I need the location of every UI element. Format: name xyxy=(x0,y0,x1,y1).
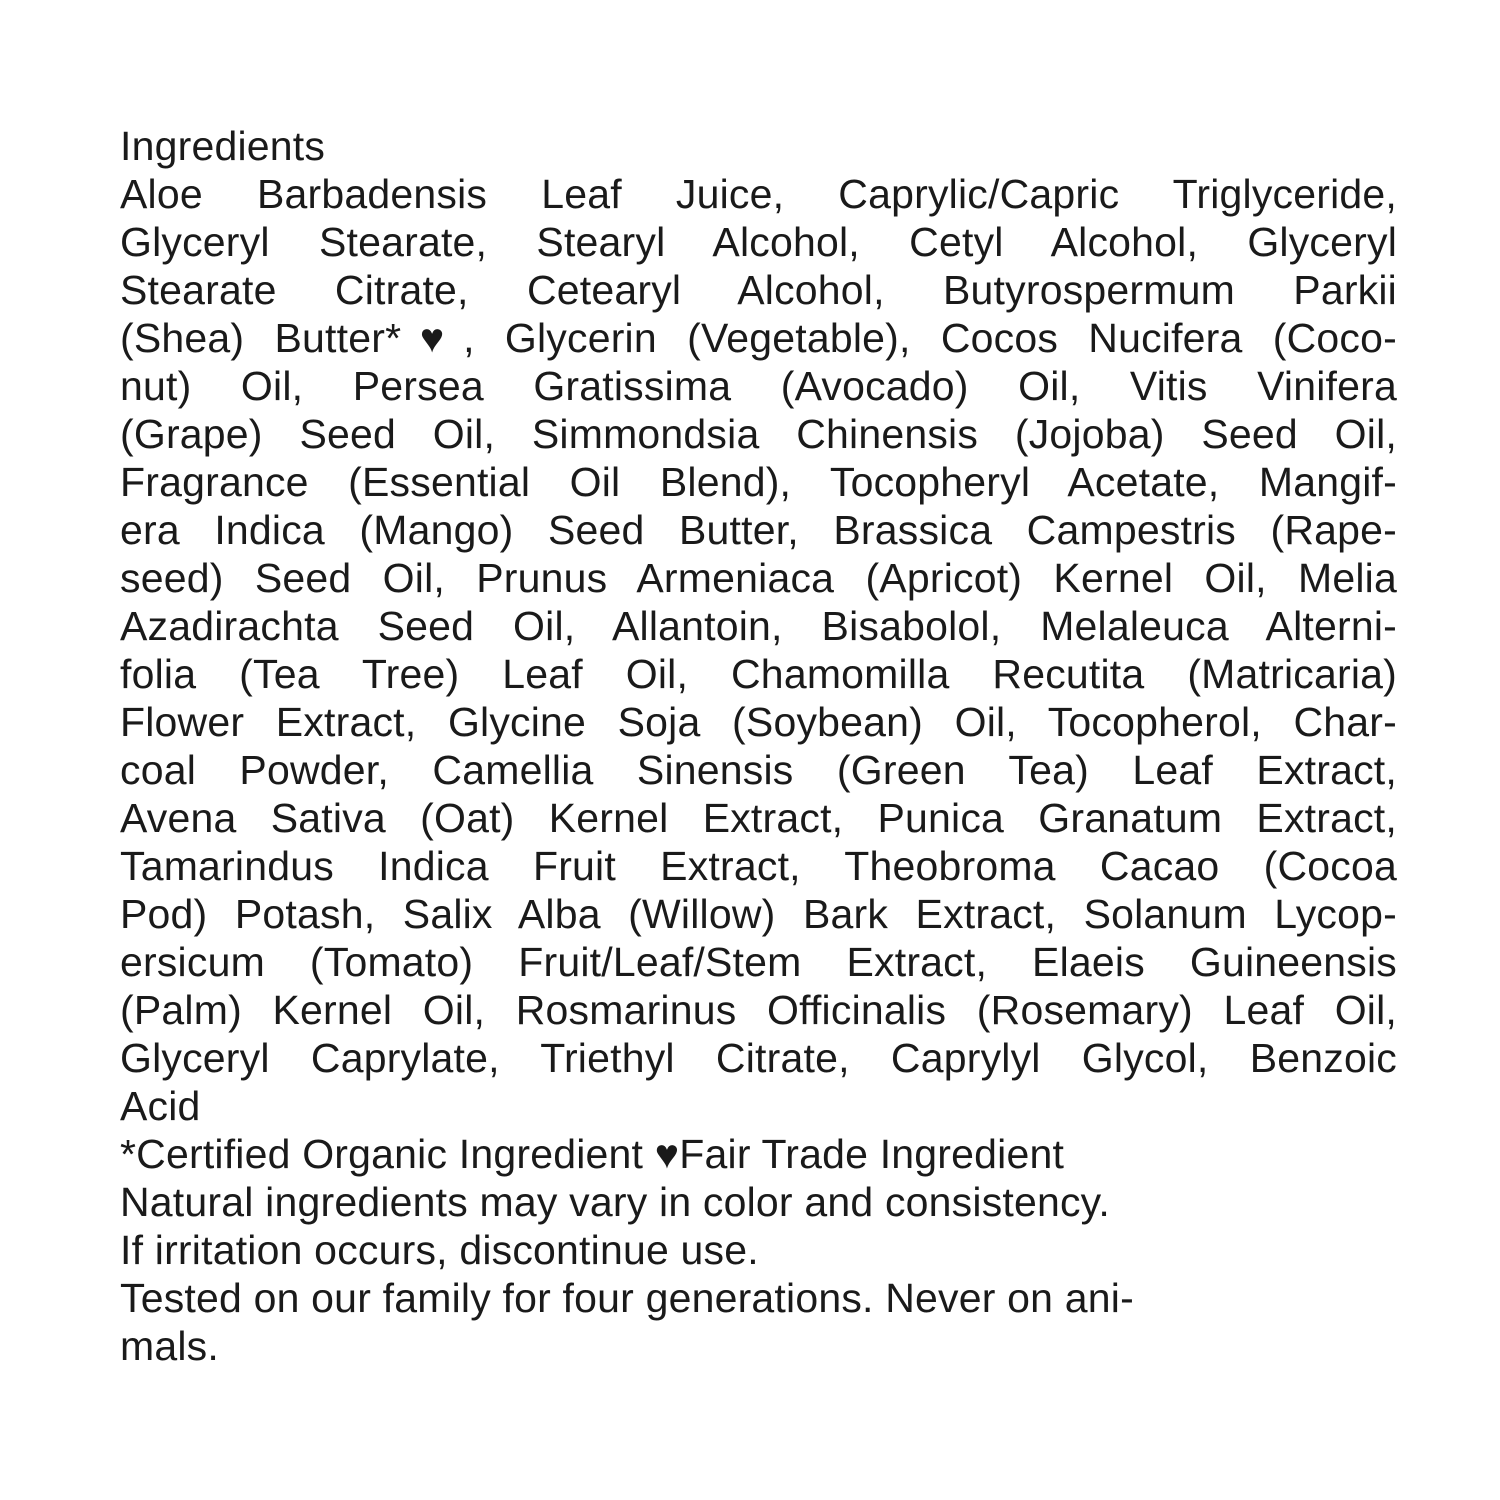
ingredient-line: (Palm) Kernel Oil, Rosmarinus Officinalis (Rosemary) Leaf Oil, xyxy=(120,987,1397,1033)
footnote-line: *Certified Organic Ingredient ♥Fair Trade Ingredient xyxy=(120,1131,1065,1177)
footnote-line: If irritation occurs, discontinue use. xyxy=(120,1227,759,1273)
ingredient-line: folia (Tea Tree) Leaf Oil, Chamomilla Recutita (Matricaria) xyxy=(120,651,1397,697)
ingredient-line: Glyceryl Caprylate, Triethyl Citrate, Caprylyl Glycol, Benzoic xyxy=(120,1035,1397,1081)
ingredient-line: Tamarindus Indica Fruit Extract, Theobroma Cacao (Cocoa xyxy=(120,843,1397,889)
footnotes xyxy=(120,1130,1397,1370)
ingredient-line: Flower Extract, Glycine Soja (Soybean) Oil, Tocopherol, Char- xyxy=(120,699,1397,745)
ingredient-line: (Shea) Butter*♥, Glycerin (Vegetable), Cocos Nucifera (Coco- xyxy=(120,315,1397,361)
ingredients-heading: Ingredients xyxy=(120,123,326,169)
ingredient-line: nut) Oil, Persea Gratissima (Avocado) Oil, Vitis Vinifera xyxy=(120,363,1397,409)
ingredient-line: Acid xyxy=(120,1083,201,1129)
ingredient-line: Avena Sativa (Oat) Kernel Extract, Punica Granatum Extract, xyxy=(120,795,1397,841)
ingredient-line: ersicum (Tomato) Fruit/Leaf/Stem Extract, Elaeis Guineensis xyxy=(120,939,1397,985)
ingredient-line: Glyceryl Stearate, Stearyl Alcohol, Cetyl Alcohol, Glyceryl xyxy=(120,219,1397,265)
ingredient-line: coal Powder, Camellia Sinensis (Green Tea) Leaf Extract, xyxy=(120,747,1397,793)
ingredient-line: era Indica (Mango) Seed Butter, Brassica Campestris (Rape- xyxy=(120,507,1397,553)
ingredient-line: seed) Seed Oil, Prunus Armeniaca (Apricot) Kernel Oil, Melia xyxy=(120,555,1397,601)
ingredient-line: Stearate Citrate, Cetearyl Alcohol, Butyrospermum Parkii xyxy=(120,267,1397,313)
footnote-line: Natural ingredients may vary in color and consistency. xyxy=(120,1179,1110,1225)
ingredients-list xyxy=(120,170,1397,1130)
footnote-line: Tested on our family for four generations. Never on ani- xyxy=(120,1275,1134,1321)
ingredient-line: (Grape) Seed Oil, Simmondsia Chinensis (Jojoba) Seed Oil, xyxy=(120,411,1397,457)
ingredient-line: Aloe Barbadensis Leaf Juice, Caprylic/Capric Triglyceride, xyxy=(120,171,1397,217)
ingredient-line: Azadirachta Seed Oil, Allantoin, Bisabolol, Melaleuca Alterni- xyxy=(120,603,1397,649)
footnote-line: mals. xyxy=(120,1323,219,1369)
ingredient-line: Fragrance (Essential Oil Blend), Tocopheryl Acetate, Mangif- xyxy=(120,459,1397,505)
ingredient-line: Pod) Potash, Salix Alba (Willow) Bark Extract, Solanum Lycop- xyxy=(120,891,1397,937)
ingredients-label xyxy=(120,122,1397,1370)
